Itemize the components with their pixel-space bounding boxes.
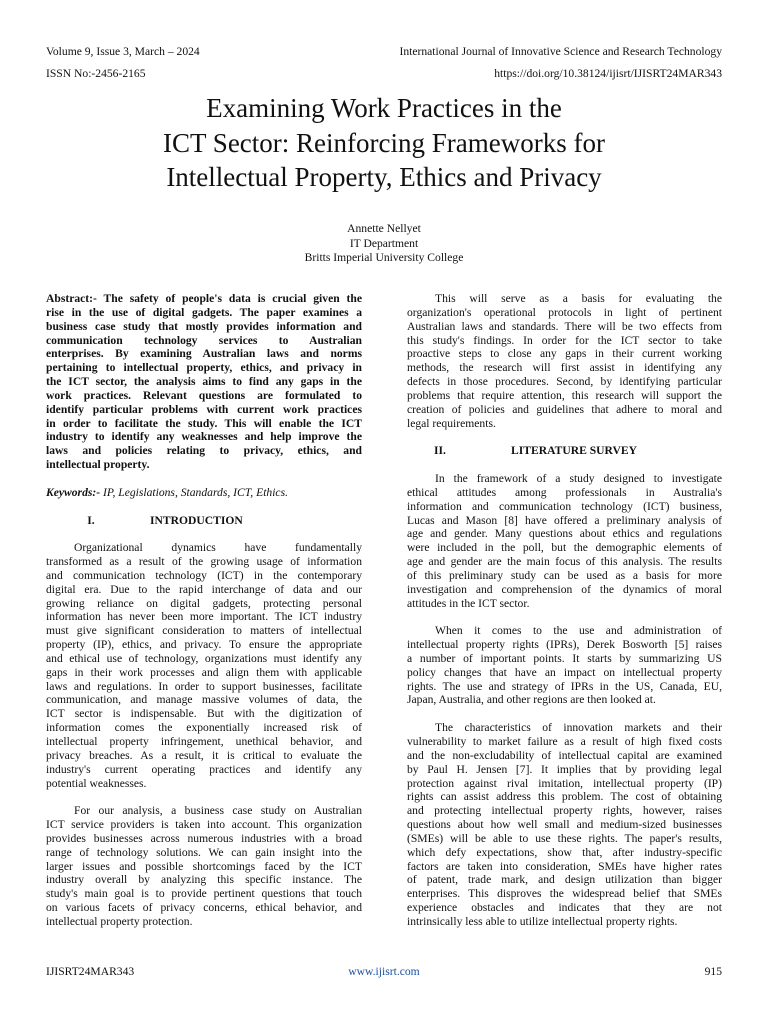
abstract-line: laws and policies relating to privacy, ethics, and (46, 444, 362, 458)
text-line: ICT sector is indispensable. But with the digitization of (46, 707, 362, 721)
keywords (46, 486, 362, 500)
journal-name: International Journal of Innovative Science and Research Technology (399, 45, 722, 58)
text-line: industry overall by analyzing this specific instance. The (46, 873, 362, 887)
volume-info: Volume 9, Issue 3, March – 2024 (46, 45, 200, 58)
text-line: of this preliminary study can be used as a basis for more (407, 568, 722, 582)
abstract-line: intellectual property. (46, 458, 150, 472)
text-line: information comes the exponentially increased risk of (46, 721, 362, 735)
title-line: ICT Sector: Reinforcing Frameworks for (163, 127, 605, 158)
text-line: factors are taken into consideration, SMEs have higher rates (407, 859, 722, 873)
text-line: ICT service providers is taken into account. This organization (46, 818, 362, 832)
page-number: 915 (704, 965, 722, 978)
section-title: LITERATURE SURVEY (511, 444, 637, 458)
text-line: were included in the poll, but the demographic elements of (407, 541, 722, 555)
text-line: investigation and comprehension of the dynamics of moral (407, 582, 722, 596)
text-line: For our analysis, a business case study on Australian (74, 804, 362, 818)
author-block (0, 222, 768, 266)
text-line: information has never been more important. The ICT industry (46, 610, 362, 624)
text-line: age and gender are the main focus of this analysis. The results (407, 555, 722, 569)
title-line: Intellectual Property, Ethics and Privacy (166, 162, 602, 192)
text-line: problems that require attention, this research will support the (407, 388, 722, 402)
text-line: digital era. Due to the rapid interchange of data and our (46, 582, 362, 596)
text-line: and protecting intellectual property rights, however, raises (407, 804, 722, 818)
text-line: experience obstacles and indicates that they are not (407, 901, 722, 915)
abstract-line: in order to facilitate the study. This will enable the ICT (46, 416, 362, 430)
text-line: and the non-excludability of intellectual capital are examined (407, 748, 722, 762)
abstract-line: pertaining to intellectual property, ethics, and privacy in (46, 361, 362, 375)
section-heading-literature-survey (407, 444, 722, 458)
text-line: privacy breaches. As a result, it is critical to evaluate the (46, 748, 362, 762)
section-number: I. (87, 513, 95, 527)
text-line: vulnerability to market failure as a result of high fixed costs (407, 735, 722, 748)
text-line: legal requirements. (407, 416, 496, 430)
intro-paragraph-2 (46, 804, 362, 929)
left-column (46, 292, 362, 929)
text-line: intellectual property rights (IPRs), Derek Bosworth [5] raises (407, 638, 722, 652)
issn: ISSN No:-2456-2165 (46, 67, 146, 80)
text-line: intrinsically less able to utilize intellectual property rights. (407, 914, 678, 928)
intro-paragraph-1 (46, 541, 362, 790)
text-line: questions about how well small and medium-sized businesses (407, 818, 722, 832)
text-line: laws and regulations. In order to support businesses, facilitate (46, 679, 362, 693)
text-line: which defy expectations, show that, after industry-specific (407, 845, 722, 859)
text-line: a number of important points. It starts by summarizing US (407, 651, 722, 665)
text-line: The characteristics of innovation markets and their (435, 721, 722, 735)
text-line: creation of policies and guidelines that adhere to moral and (407, 402, 722, 416)
literature-paragraph-3 (407, 721, 722, 929)
text-line: attitudes in the ICT sector. (407, 596, 530, 610)
text-line: ethical attitudes among professionals in Australia's (407, 485, 722, 499)
section-heading-introduction (46, 514, 362, 528)
abstract-line: industry to identify any weaknesses and help improve the (46, 430, 362, 444)
text-line: Lucas and Mason [8] have offered a preliminary analysis of (407, 513, 722, 527)
text-line: and communication technology (ICT) in the contemporary (46, 568, 362, 582)
text-line: methods, the research will first assist in identifying any (407, 361, 722, 375)
text-line: In the framework of a study designed to investigate (435, 471, 722, 485)
text-line: protection against rival imitation, intellectual property (IP) (407, 776, 722, 790)
text-line: proactive steps to close any gaps in their current working (407, 347, 722, 361)
abstract-line: business case study that mostly provides information and (46, 319, 362, 333)
keywords-text: IP, Legislations, Standards, ICT, Ethics. (100, 485, 288, 499)
literature-paragraph-2 (407, 624, 722, 707)
text-line: information and communication technology (ICT) business, (407, 499, 722, 513)
text-line: by Paul H. Jensen [7]. It implies that by providing legal (407, 762, 722, 776)
text-line: Japan, Australia, and other regions are then looked at. (407, 693, 656, 707)
text-line: age and gender. Many questions about ethics and regulations (407, 527, 722, 541)
section-title: INTRODUCTION (150, 513, 243, 527)
text-line: intellectual property infringement, unethical behavior, and (46, 735, 362, 748)
keywords-label: Keywords:- (46, 485, 101, 499)
text-line: potential weaknesses. (46, 776, 147, 790)
paper-title (0, 91, 768, 195)
text-line: must give significant consideration to matters of intellectual (46, 624, 362, 638)
text-line: study's main goal is to provide pertinent questions that touch (46, 887, 362, 901)
author-department: IT Department (349, 236, 419, 250)
text-line: and ethical use of technology, organizations must identify any (46, 651, 362, 665)
text-line: intellectual property protection. (46, 914, 193, 928)
text-line: provides businesses across numerous industries with a broad (46, 831, 362, 845)
text-line: Organizational dynamics have fundamentally (74, 541, 362, 555)
doi-link[interactable]: https://doi.org/10.38124/ijisrt/IJISRT24MAR343 (494, 67, 722, 80)
text-line: Australian laws and standards. There will be two effects from (407, 319, 722, 333)
text-line: This will serve as a basis for evaluating the (435, 292, 722, 305)
abstract-line: identify particular problems with current work practices (46, 402, 362, 416)
abstract-line: Abstract:- The safety of people's data is crucial given the (46, 292, 362, 305)
title-line: Examining Work Practices in the (206, 93, 562, 123)
text-line: transformed as a result of the growing usage of information (46, 555, 362, 569)
text-line: When it comes to the use and administration of (435, 624, 722, 638)
abstract (46, 292, 362, 472)
text-line: (SMEs) will be able to use these rights. The paper's results, (407, 831, 722, 845)
abstract-line: rise in the use of digital gadgets. The paper examines a (46, 305, 362, 319)
text-line: growing reliance on digital gadgets, protecting personal (46, 596, 362, 610)
abstract-line: work practices. Relevant questions are formulated to (46, 388, 362, 402)
abstract-line: communication technology services to Australian (46, 333, 362, 347)
overview-paragraph (407, 292, 722, 430)
text-line: range of technology solutions. We can gain insight into the (46, 845, 362, 859)
text-line: property (IP), ethics, and privacy. To ensure the appropriate (46, 638, 362, 652)
footer-paper-code: IJISRT24MAR343 (46, 965, 135, 978)
text-line: defects in those procedures. Second, by identifying particular (407, 375, 722, 389)
text-line: this study's findings. In order for the ICT sector to take (407, 333, 722, 347)
abstract-line: enterprises. By examining Australian laws and norms (46, 347, 362, 361)
text-line: communication, and manage massive volumes of data, the (46, 693, 362, 707)
text-line: rights. The use and strategy of IPRs in the US, Canada, EU, (407, 679, 722, 693)
text-line: larger issues and possible shortcomings faced by the ICT (46, 859, 362, 873)
text-line: of patent, trade mark, and design utilization than bigger (407, 873, 722, 887)
text-line: industry's current operating practices and identify any (46, 762, 362, 776)
text-line: policy changes that have an impact on intellectual property (407, 665, 722, 679)
literature-paragraph-1 (407, 472, 722, 610)
text-line: enterprises. This disproves the widespread belief that SMEs (407, 887, 722, 901)
text-line: gaps in their work processes and align them with applicable (46, 665, 362, 679)
author-institution: Britts Imperial University College (304, 251, 464, 264)
text-line: rights can assist address this problem. The cost of obtaining (407, 790, 722, 804)
text-line: organization's operational protocols in light of pertinent (407, 305, 722, 319)
author-name: Annette Nellyet (347, 222, 421, 235)
footer-site-link[interactable]: www.ijisrt.com (348, 965, 420, 978)
right-column (407, 292, 722, 929)
text-line: on various facets of privacy concerns, ethical behavior, and (46, 901, 362, 915)
section-number: II. (434, 444, 446, 458)
abstract-line: the ICT sector, the analysis aims to find any gaps in the (46, 375, 362, 389)
